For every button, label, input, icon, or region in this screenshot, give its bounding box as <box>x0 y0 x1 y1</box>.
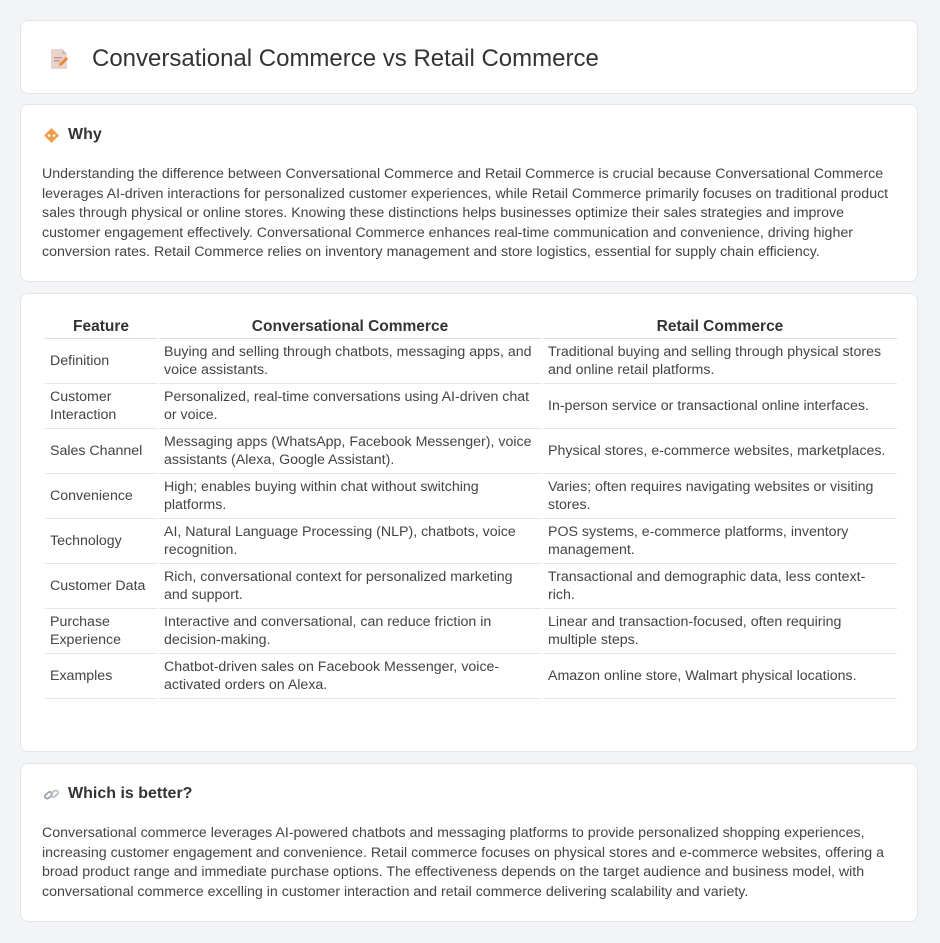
conversational-cell: Buying and selling through chatbots, messaging apps, and voice assistants. <box>159 339 541 384</box>
table-row <box>45 564 897 609</box>
feature-cell: Definition <box>45 339 157 384</box>
better-text: Conversational commerce leverages AI-powered chatbots and messaging platforms to provide personalized shopping experiences, increasing customer engagement and convenience. Retail commerce focuses on physical stores and e-commerce websites, offering a broad product range and immediate purchase options. The effectiveness depends on the target audience and business model, with conversational commerce excelling in customer interaction and retail commerce delivering scalability and variety. <box>42 825 884 900</box>
why-section <box>20 104 918 282</box>
column-header-conversational: Conversational Commerce <box>159 316 541 339</box>
diamond-info-icon <box>43 127 60 144</box>
conversational-cell: Messaging apps (WhatsApp, Facebook Messenger), voice assistants (Alexa, Google Assistant). <box>159 429 541 474</box>
table-row <box>45 609 897 654</box>
conversational-cell: Interactive and conversational, can reduce friction in decision-making. <box>159 609 541 654</box>
better-heading <box>43 785 192 803</box>
why-text: Understanding the difference between Conversational Commerce and Retail Commerce is crucial because Conversational Commerce leverages AI-driven interactions for personalized customer experiences, while Retail Commerce primarily focuses on traditional product sales through physical or online stores. Knowing these distinctions helps businesses optimize their sales strategies and improve customer engagement effectively. Conversational Commerce enhances real-time communication and convenience, driving higher conversion rates. Retail Commerce relies on inventory management and store logistics, essential for supply chain efficiency. <box>42 166 889 260</box>
retail-cell: POS systems, e-commerce platforms, inventory management. <box>543 519 897 564</box>
comparison-table <box>43 316 899 699</box>
link-icon <box>43 786 60 803</box>
conversational-cell: Chatbot-driven sales on Facebook Messenger, voice-activated orders on Alexa. <box>159 654 541 699</box>
table-row <box>45 519 897 564</box>
conversational-cell: Personalized, real-time conversations using AI-driven chat or voice. <box>159 384 541 429</box>
document-edit-icon <box>47 47 71 71</box>
table-row <box>45 384 897 429</box>
why-title: Why <box>68 126 102 143</box>
feature-cell: Examples <box>45 654 157 699</box>
better-title: Which is better? <box>68 785 193 802</box>
retail-cell: Traditional buying and selling through physical stores and online retail platforms. <box>543 339 897 384</box>
feature-cell: Convenience <box>45 474 157 519</box>
header-card <box>20 20 918 94</box>
retail-cell: Varies; often requires navigating websites or visiting stores. <box>543 474 897 519</box>
table-row <box>45 474 897 519</box>
retail-cell: In-person service or transactional online interfaces. <box>543 384 897 429</box>
conversational-cell: AI, Natural Language Processing (NLP), chatbots, voice recognition. <box>159 519 541 564</box>
retail-cell: Linear and transaction-focused, often requiring multiple steps. <box>543 609 897 654</box>
feature-cell: Technology <box>45 519 157 564</box>
comparison-section <box>20 293 918 752</box>
retail-cell: Amazon online store, Walmart physical locations. <box>543 654 897 699</box>
column-header-feature: Feature <box>45 316 157 339</box>
table-row <box>45 429 897 474</box>
feature-cell: Sales Channel <box>45 429 157 474</box>
table-row <box>45 654 897 699</box>
conversational-cell: High; enables buying within chat without switching platforms. <box>159 474 541 519</box>
why-heading <box>43 126 102 144</box>
column-header-retail: Retail Commerce <box>543 316 897 339</box>
conversational-cell: Rich, conversational context for personalized marketing and support. <box>159 564 541 609</box>
page-title: Conversational Commerce vs Retail Commerce <box>92 45 599 72</box>
feature-cell: Purchase Experience <box>45 609 157 654</box>
better-section <box>20 763 918 922</box>
table-row <box>45 339 897 384</box>
table-header-row <box>45 316 897 339</box>
feature-cell: Customer Interaction <box>45 384 157 429</box>
retail-cell: Physical stores, e-commerce websites, marketplaces. <box>543 429 897 474</box>
feature-cell: Customer Data <box>45 564 157 609</box>
retail-cell: Transactional and demographic data, less context-rich. <box>543 564 897 609</box>
